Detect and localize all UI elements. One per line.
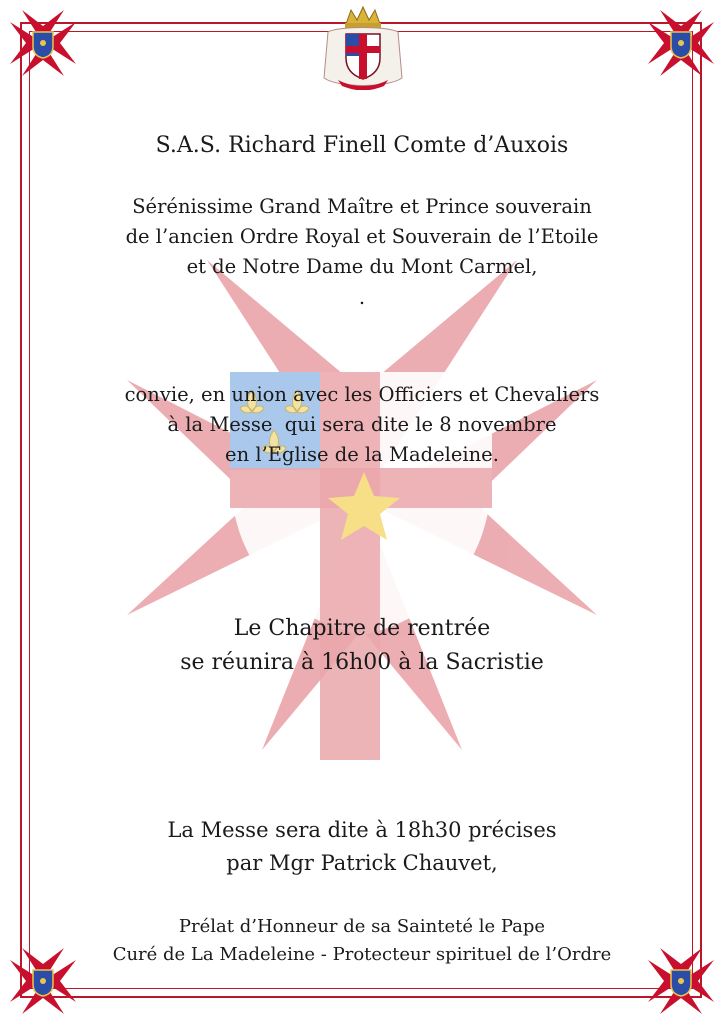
prelat-line: Prélat d’Honneur de sa Sainteté le Pape [178, 916, 546, 937]
chapitre-paragraph [40, 612, 684, 680]
intro-line: Sérénissime Grand Maître et Prince souverain [132, 195, 592, 218]
messe-line: La Messe sera dite à 18h30 précises [167, 818, 557, 842]
page-title [40, 130, 684, 162]
chapitre-line: se réunira à 16h00 à la Sacristie [180, 650, 544, 676]
intro-line: de l’ancien Ordre Royal et Souverain de l’Etoile [125, 225, 599, 249]
intro-dot: . [358, 285, 366, 309]
invitation-paragraph [40, 380, 684, 471]
title-line: S.A.S. Richard Finell Comte d’Auxois [155, 133, 569, 158]
invitation-line: en l’Eglise de la Madeleine. [225, 443, 499, 467]
intro-paragraph [40, 192, 684, 313]
invitation-line: convie, en union avec les Officiers et Chevaliers [124, 383, 600, 406]
invitation-line: à la Messe qui sera dite le 8 novembre [167, 413, 557, 437]
prelat-line: Curé de La Madeleine - Protecteur spirituel de l’Ordre [112, 943, 612, 965]
prelat-paragraph [40, 913, 684, 969]
intro-line: et de Notre Dame du Mont Carmel, [186, 255, 538, 279]
coat-of-arms-icon [318, 2, 408, 90]
maltese-cross-corner-icon [8, 8, 78, 78]
messe-paragraph [40, 814, 684, 879]
maltese-cross-corner-icon [646, 8, 716, 78]
messe-line: par Mgr Patrick Chauvet, [226, 850, 498, 875]
chapitre-line: Le Chapitre de rentrée [233, 616, 491, 641]
